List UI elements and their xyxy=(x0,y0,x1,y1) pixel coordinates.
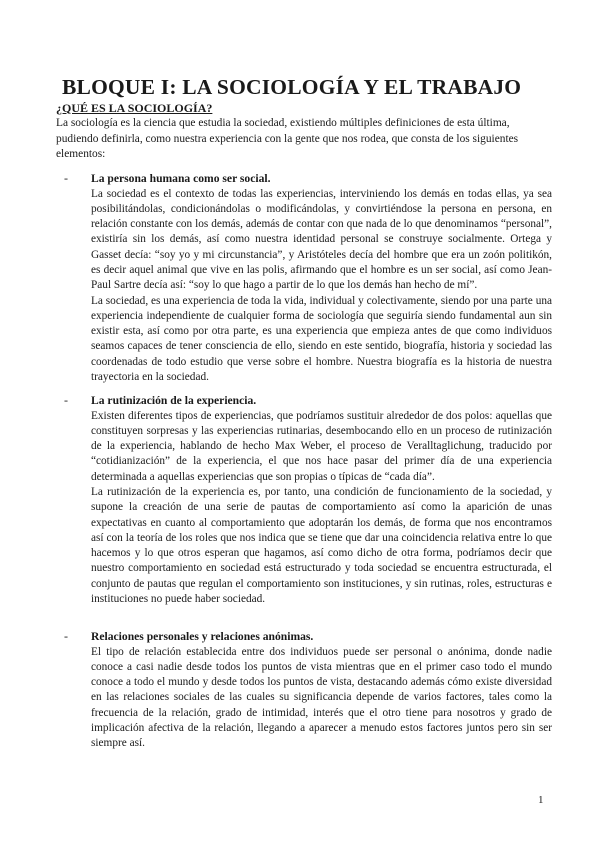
list-bullet: - xyxy=(64,393,68,407)
list-bullet: - xyxy=(64,171,68,185)
section-paragraph: La sociedad, es una experiencia de toda la vida, individual y colectivamente, siendo por una parte una experiencia independiente de cualquier forma de sociología que seguiría siendo fundamental aun sin existir esta, así como por otra parte, es una experiencia que empieza antes de que como individuos seamos capaces de tener consciencia de ello, siendo en este sentido, biografía, historia y sociedad las coordenadas de todo estudio que verse sobre el hombre. Nuestra biografía es la historia de nuestra trayectoria en la sociedad. xyxy=(91,294,552,384)
section-heading: La rutinización de la experiencia. xyxy=(91,394,257,407)
section-paragraph: La sociedad es el contexto de todas las experiencias, interviniendo los demás en todas ellas, ya sea posibilitándolas, condicionándolas o modificándolas, y convirtiéndose la persona en persona, en relación constante con los demás, además de contar con que nada de lo que denominamos “personal”, existiría sin los demás, así como nuestra identidad personal se construye socialmente. Ortega y Gasset decía: “soy yo y mi circunstancia”, y Aristóteles decía del hombre que era un zoón politikón, es decir aquel animal que vive en las polis, afirmando que el hombre es un ser social, así como Jean-Paul Sartre decía así: “soy lo que hago a partir de lo que los demás han hecho de mí”. xyxy=(91,187,552,292)
intro-paragraph: La sociología es la ciencia que estudia la sociedad, existiendo múltiples definiciones de esta última, pudiendo definirla, como nuestra experiencia con la gente que nos rodea, que consta de los siguientes elementos: xyxy=(56,117,519,160)
section-subtitle: ¿QUÉ ES LA SOCIOLOGÍA? xyxy=(56,101,213,115)
section-relaciones xyxy=(64,629,552,752)
section-persona-humana xyxy=(64,171,552,385)
page-number: 1 xyxy=(538,794,544,806)
list-bullet: - xyxy=(64,629,68,643)
section-paragraph: Existen diferentes tipos de experiencias, que podríamos sustituir alrededor de dos polos: aquellas que constituyen sorpresas y las experiencias rutinarias, desembocando ello en un proceso de rutinización de la experiencia, hablando de hecho Max Weber, el proceso de Veralltaglichung, traducido por “cotidianización” de la experiencia, el que nos hace pasar del primer día de una experiencia determinada a aquellas experiencias que son propias o típicas de “cada día”. xyxy=(91,409,552,483)
section-rutinizacion xyxy=(64,393,552,607)
section-paragraph: El tipo de relación establecida entre dos individuos puede ser personal o anónima, donde nadie conoce a casi nadie desde todos los puntos de vista mientras que en el primer caso todo el mundo conoce a todo el mundo y desde todos los puntos de vista, destacando además cómo existe diversidad en las relaciones sociales de las cuales su significancia depende de varios factores, tales como la frecuencia de la relación, grado de intimidad, interés que el otro tiene para nosotros y grado de implicación afectiva de la relación, llegando a aparecer a menudo estos factores juntos pero sin ser siempre así. xyxy=(91,645,552,750)
section-heading: Relaciones personales y relaciones anónimas. xyxy=(91,630,314,643)
section-heading: La persona humana como ser social. xyxy=(91,172,271,185)
document-title: BLOQUE I: LA SOCIOLOGÍA Y EL TRABAJO xyxy=(62,75,522,99)
section-paragraph: La rutinización de la experiencia es, por tanto, una condición de funcionamiento de la sociedad, y supone la creación de una serie de pautas de comportamiento así como la aparición de unas expectativas en cuanto al comportamiento que adoptarán los demás, de forma que nos encontramos así con la teoría de los roles que nos indica que se tiene que dar una coincidencia relativa entre lo que hacemos y lo que otros esperan que hagamos, así como dicho de otra forma, podríamos decir que nuestro comportamiento en sociedad está estructurado y toda sociedad se encuentra estructurada, el conjunto de pautas que regulan el comportamiento son instituciones, y sin rutinas, roles, estructuras e instituciones no puede haber sociedad. xyxy=(91,485,552,606)
